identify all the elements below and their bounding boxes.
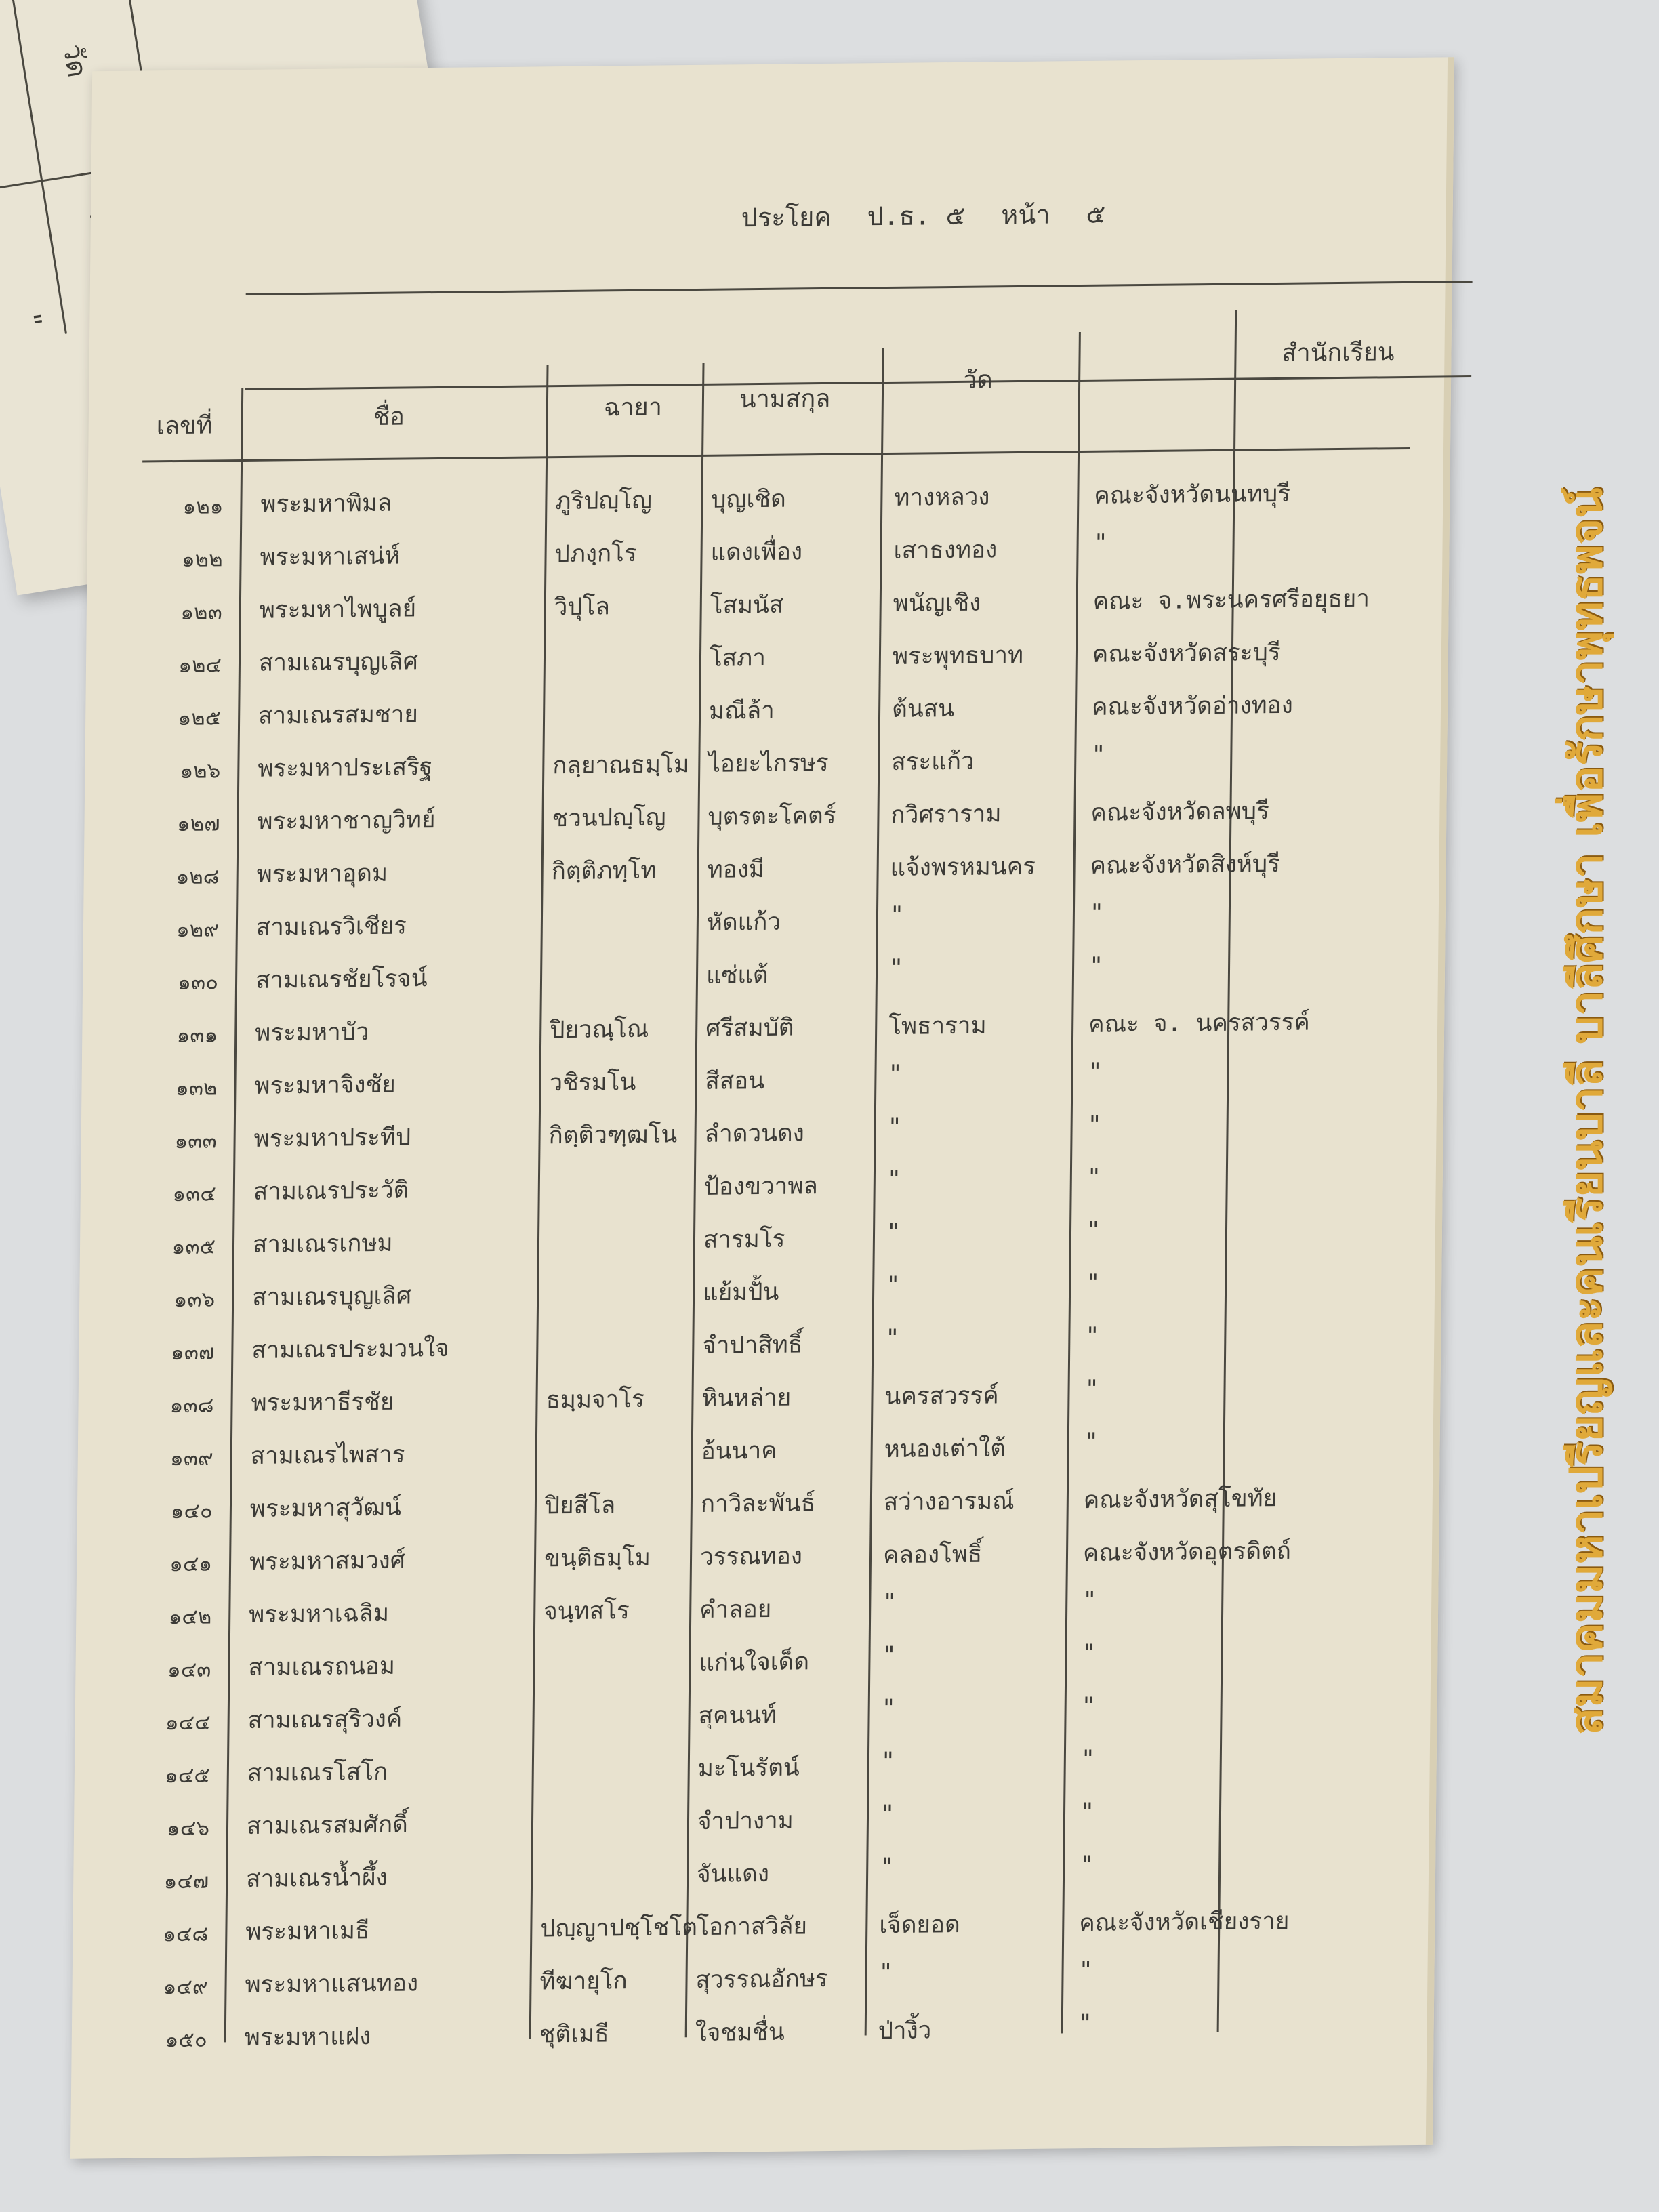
cell-surname: โสภา bbox=[709, 644, 766, 672]
cell-no: ๑๔๒ bbox=[168, 1604, 212, 1630]
cell-wat: เสาธงทอง bbox=[893, 536, 998, 565]
cell-chaya: กลฺยาณธมฺโม bbox=[552, 751, 690, 780]
cell-chaya: กิตฺติภทฺโท bbox=[551, 857, 657, 886]
cell-no: ๑๒๙ bbox=[176, 917, 220, 943]
cell-chaya: วิปุโล bbox=[554, 593, 611, 621]
cell-no: ๑๓๗ bbox=[170, 1340, 215, 1366]
cell-name: พระมหาเสน่ห์ bbox=[260, 542, 401, 571]
cell-no: ๑๔๙ bbox=[163, 1974, 208, 2000]
cell-name: พระมหาอุดม bbox=[256, 859, 388, 888]
table-row bbox=[80, 1204, 1436, 1267]
column-header-samnak: สำนักเรียน bbox=[1282, 338, 1395, 367]
cell-samnak: " bbox=[1082, 1586, 1097, 1615]
cell-name: สามเณรบุญเลิศ bbox=[258, 648, 419, 677]
cell-wat: กวิศราราม bbox=[890, 800, 1002, 829]
cell-name: พระมหาไพบูลย์ bbox=[259, 595, 417, 624]
cell-surname: สุวรรณอักษร bbox=[695, 1965, 828, 1994]
cell-wat: พนัญเชิง bbox=[893, 589, 981, 617]
cell-no: ๑๔๗ bbox=[163, 1868, 209, 1894]
cell-surname: ลำดวนดง bbox=[704, 1120, 805, 1148]
cell-chaya: ปภงฺกโร bbox=[554, 539, 637, 569]
cell-samnak: คณะจังหวัดสุโขทัย bbox=[1083, 1485, 1277, 1515]
table-row bbox=[82, 993, 1438, 1056]
cell-wat: สว่างอารมณ์ bbox=[883, 1488, 1015, 1517]
cell-samnak: คณะ จ.พระนครศรีอยุธยา bbox=[1092, 585, 1370, 615]
cell-no: ๑๓๖ bbox=[173, 1287, 216, 1313]
cell-wat: " bbox=[886, 1166, 902, 1194]
table-row bbox=[79, 1310, 1435, 1373]
cell-name: พระมหาชาญวิทย์ bbox=[257, 806, 436, 836]
table-row bbox=[74, 1786, 1430, 1849]
cell-no: ๑๓๓ bbox=[174, 1128, 217, 1154]
cell-samnak: " bbox=[1078, 2009, 1093, 2038]
document-page bbox=[70, 57, 1454, 2159]
cell-wat: " bbox=[880, 1747, 896, 1776]
cell-wat: ป่างิ้ว bbox=[878, 2017, 932, 2045]
cell-wat: " bbox=[880, 1801, 895, 1828]
table-row bbox=[85, 675, 1441, 738]
cell-name: สามเณรวิเชียร bbox=[255, 912, 407, 941]
cell-name: พระมหาเฉลิม bbox=[249, 1599, 390, 1629]
cell-wat: นครสวรรค์ bbox=[884, 1382, 999, 1411]
cell-surname: สีสอน bbox=[705, 1067, 765, 1095]
cell-name: สามเณรไพสาร bbox=[250, 1441, 405, 1470]
cell-surname: จำปางาม bbox=[697, 1807, 794, 1836]
table-row bbox=[78, 1363, 1434, 1426]
cell-chaya: ขนฺติธมฺโม bbox=[544, 1544, 651, 1573]
booklet-ditto: " bbox=[14, 310, 47, 331]
cell-name: พระมหาพิมล bbox=[260, 489, 392, 518]
cell-name: สามเณรโสโก bbox=[247, 1758, 388, 1788]
cell-samnak: " bbox=[1088, 1058, 1103, 1086]
cell-wat: เจ็ดยอด bbox=[879, 1911, 961, 1940]
cell-name: พระมหาธีรชัย bbox=[251, 1388, 394, 1417]
cell-surname: สุคนนท์ bbox=[698, 1701, 777, 1730]
cell-samnak: " bbox=[1091, 741, 1106, 769]
cell-samnak: " bbox=[1082, 1639, 1097, 1668]
cell-no: ๑๒๒ bbox=[181, 547, 223, 572]
cell-no: ๑๔๖ bbox=[166, 1816, 210, 1841]
cell-wat: " bbox=[887, 1113, 902, 1141]
cell-name: พระมหาประเสริฐ bbox=[258, 754, 433, 783]
table-row bbox=[87, 569, 1443, 632]
cell-chaya: ธมฺมจาโร bbox=[546, 1385, 645, 1414]
cell-name: สามเณรประวัติ bbox=[253, 1176, 409, 1206]
cell-samnak: " bbox=[1084, 1428, 1099, 1456]
cell-chaya: ปิยสีโล bbox=[544, 1492, 616, 1520]
cell-surname: หัดแก้ว bbox=[706, 908, 781, 937]
cell-no: ๑๒๖ bbox=[180, 758, 221, 783]
cell-no: ๑๒๔ bbox=[178, 653, 222, 678]
table-header-rule bbox=[245, 375, 1471, 390]
cell-samnak: " bbox=[1088, 952, 1104, 980]
table-row bbox=[75, 1733, 1431, 1796]
cell-no: ๑๔๔ bbox=[165, 1710, 211, 1736]
cell-surname: ศรีสมบัติ bbox=[705, 1014, 794, 1042]
header-page-label: หน้า bbox=[1001, 199, 1050, 230]
cell-surname: แซ่แต้ bbox=[705, 961, 769, 989]
cell-wat: " bbox=[888, 954, 904, 983]
cell-surname: แย้มปั้น bbox=[702, 1278, 779, 1307]
table-row bbox=[86, 622, 1442, 685]
cell-no: ๑๓๐ bbox=[178, 970, 219, 996]
cell-name: พระมหาบัว bbox=[255, 1019, 369, 1047]
header-prayok: ประโยค bbox=[741, 201, 832, 233]
cell-surname: มณีล้า bbox=[708, 697, 775, 725]
cell-surname: กาวิละพันธ์ bbox=[700, 1490, 816, 1518]
cell-samnak: " bbox=[1093, 529, 1108, 557]
cell-no: ๑๒๓ bbox=[180, 600, 222, 625]
cell-surname: หินหล่าย bbox=[701, 1384, 792, 1412]
cell-wat: คลองโพธิ์ bbox=[882, 1540, 983, 1570]
cell-no: ๑๓๒ bbox=[175, 1076, 218, 1101]
cell-samnak: " bbox=[1080, 1745, 1096, 1774]
cell-samnak: " bbox=[1080, 1798, 1095, 1826]
cell-chaya: ภูริปญฺโญ bbox=[555, 487, 653, 516]
cell-no: ๑๔๘ bbox=[163, 1921, 209, 1947]
cell-samnak: คณะจังหวัดนนทบุรี bbox=[1094, 480, 1291, 510]
cell-samnak: คณะจังหวัดสระบุรี bbox=[1092, 638, 1281, 668]
table-body-top-rule bbox=[142, 447, 1410, 463]
table-row bbox=[83, 887, 1439, 950]
cell-no: ๑๓๑ bbox=[176, 1023, 218, 1048]
table-top-rule bbox=[246, 281, 1473, 295]
cell-chaya: ปญฺญาปชฺโชโต bbox=[540, 1914, 698, 1943]
table-row bbox=[85, 728, 1441, 791]
cell-samnak: " bbox=[1089, 899, 1105, 927]
cell-wat: พระพุทธบาท bbox=[892, 641, 1024, 670]
cell-no: ๑๕๐ bbox=[165, 2027, 207, 2053]
cell-samnak: " bbox=[1085, 1269, 1101, 1298]
page-header bbox=[741, 192, 1126, 238]
cell-samnak: คณะจังหวัดลพบุรี bbox=[1090, 798, 1269, 827]
table-row bbox=[77, 1469, 1433, 1532]
cell-surname: คำลอย bbox=[699, 1595, 772, 1624]
column-header-name: ชื่อ bbox=[373, 403, 405, 431]
table-row bbox=[87, 516, 1443, 579]
cell-surname: บุตรตะโคตร์ bbox=[708, 802, 836, 831]
cell-surname: อ้นนาค bbox=[701, 1437, 777, 1465]
table-row bbox=[71, 1997, 1427, 2060]
cell-samnak: " bbox=[1086, 1216, 1101, 1245]
cell-name: สามเณรประมวนใจ bbox=[251, 1334, 449, 1364]
cell-surname: โสมนัส bbox=[710, 591, 784, 619]
column-header-chaya: ฉายา bbox=[603, 393, 663, 422]
cell-samnak: " bbox=[1080, 1851, 1094, 1879]
cell-wat: " bbox=[881, 1694, 896, 1723]
cell-samnak: คณะจังหวัดสิงห์บุรี bbox=[1090, 850, 1281, 880]
table-row bbox=[73, 1839, 1429, 1902]
cell-surname: ทองมี bbox=[707, 855, 765, 884]
watermark-text: สมาคมมหาเปรียญและคนเรียนบาลี บาลีศึกษา เพื่อรักษาพุทธพจน์ bbox=[1560, 487, 1612, 1735]
booklet-label-wat: วัด bbox=[56, 42, 93, 80]
cell-name: พระมหาสมวงศ์ bbox=[249, 1547, 406, 1576]
cell-samnak: " bbox=[1084, 1375, 1099, 1404]
cell-chaya: ทีฆายุโก bbox=[539, 1967, 628, 1996]
cell-surname: โอกาสวิลัย bbox=[696, 1912, 808, 1942]
cell-name: พระมหาแสนทอง bbox=[245, 1969, 419, 1999]
cell-no: ๑๒๕ bbox=[178, 705, 222, 731]
cell-name: พระมหาประทีป bbox=[253, 1124, 411, 1153]
cell-no: ๑๒๑ bbox=[182, 494, 224, 519]
cell-samnak: คณะจังหวัดอุตรดิตถ์ bbox=[1082, 1537, 1292, 1568]
cell-no: ๑๔๓ bbox=[167, 1657, 211, 1683]
cell-no: ๑๔๕ bbox=[165, 1763, 211, 1788]
cell-surname: จันแดง bbox=[696, 1860, 770, 1889]
header-page-number: ๕ bbox=[1086, 199, 1106, 229]
cell-name: พระมหาเมธี bbox=[245, 1917, 370, 1946]
cell-chaya: วชิรมโน bbox=[549, 1068, 636, 1097]
cell-surname: มะโนรัตน์ bbox=[697, 1754, 800, 1783]
cell-no: ๑๒๗ bbox=[176, 811, 220, 837]
cell-chaya: ชวนปญฺโญ bbox=[552, 804, 666, 833]
column-header-no: เลขที่ bbox=[156, 411, 213, 441]
column-header-wat: วัด bbox=[962, 366, 994, 394]
cell-name: สามเณรน้ำผึ้ง bbox=[245, 1864, 388, 1893]
cell-name: สามเณรสุริวงค์ bbox=[247, 1705, 403, 1735]
table-row bbox=[76, 1574, 1432, 1637]
table-row bbox=[84, 781, 1440, 844]
cell-wat: ทางหลวง bbox=[894, 483, 990, 512]
table-row bbox=[73, 1891, 1429, 1954]
cell-no: ๑๓๔ bbox=[172, 1181, 216, 1207]
cell-chaya: ชุติเมธี bbox=[539, 2020, 609, 2049]
cell-wat: แจ้งพรหมนคร bbox=[890, 853, 1036, 882]
cell-surname: วรรณทอง bbox=[699, 1542, 803, 1572]
cell-name: พระมหาจิงชัย bbox=[254, 1071, 396, 1100]
cell-surname: บุญเชิด bbox=[711, 485, 787, 514]
cell-wat: โพธาราม bbox=[888, 1012, 987, 1041]
table-row bbox=[83, 940, 1439, 1003]
cell-no: ๑๓๙ bbox=[169, 1446, 213, 1471]
cell-wat: " bbox=[889, 901, 905, 930]
table-row bbox=[81, 1151, 1437, 1214]
cell-no: ๑๒๘ bbox=[176, 864, 220, 890]
cell-samnak: " bbox=[1086, 1164, 1102, 1191]
table-row bbox=[87, 464, 1443, 527]
table-row bbox=[81, 1046, 1437, 1109]
cell-wat: " bbox=[880, 1853, 895, 1881]
cell-samnak: " bbox=[1085, 1322, 1100, 1351]
cell-wat: " bbox=[888, 1060, 903, 1088]
cell-chaya: กิตฺติวฑฺฒโน bbox=[548, 1121, 678, 1150]
column-header-surname: นามสกุล bbox=[739, 384, 831, 414]
cell-wat: " bbox=[886, 1218, 901, 1247]
table-row bbox=[72, 1944, 1428, 2007]
cell-surname: จำปาสิทธิ์ bbox=[702, 1331, 803, 1359]
table-row bbox=[77, 1416, 1433, 1479]
cell-chaya: จนฺทสโร bbox=[544, 1597, 630, 1626]
cell-samnak: คณะจังหวัดอ่างทอง bbox=[1091, 691, 1293, 721]
cell-name: พระมหาแฝง bbox=[244, 2023, 371, 2052]
cell-name: สามเณรเกษม bbox=[252, 1229, 393, 1258]
table-row bbox=[75, 1627, 1431, 1690]
header-grade: ป.ธ. ๕ bbox=[867, 200, 966, 232]
cell-name: สามเณรชัยโรจน์ bbox=[255, 965, 428, 994]
cell-wat: " bbox=[882, 1641, 897, 1670]
cell-wat: " bbox=[878, 1959, 893, 1987]
table-row bbox=[77, 1521, 1433, 1584]
cell-samnak: " bbox=[1081, 1692, 1096, 1721]
cell-wat: " bbox=[882, 1589, 897, 1617]
cell-wat: ต้นสน bbox=[891, 695, 955, 723]
cell-surname: แดงเพื่อง bbox=[710, 538, 803, 567]
cell-surname: ป้องขวาพล bbox=[703, 1172, 819, 1201]
cell-samnak: " bbox=[1087, 1111, 1102, 1139]
table-row bbox=[75, 1680, 1431, 1743]
table-row bbox=[83, 834, 1439, 897]
cell-wat: สระแก้ว bbox=[891, 747, 975, 776]
cell-name: สามเณรถนอม bbox=[248, 1652, 396, 1681]
cell-name: สามเณรสมชาย bbox=[258, 701, 419, 730]
cell-chaya: ปิยวณฺโณ bbox=[550, 1015, 649, 1044]
cell-no: ๑๔๑ bbox=[169, 1551, 213, 1577]
cell-samnak: คณะ จ. นครสวรรค์ bbox=[1088, 1008, 1310, 1038]
cell-name: พระมหาสุวัฒน์ bbox=[249, 1494, 402, 1523]
cell-surname: ใจชมชื่น bbox=[695, 2018, 785, 2047]
cell-wat: " bbox=[885, 1324, 900, 1353]
cell-no: ๑๔๐ bbox=[170, 1498, 213, 1524]
cell-name: สามเณรสมศักดิ์ bbox=[246, 1811, 409, 1841]
cell-no: ๑๓๘ bbox=[169, 1393, 214, 1418]
cell-name: สามเณรบุญเลิศ bbox=[251, 1282, 412, 1311]
cell-surname: ไอยะไกรษร bbox=[708, 749, 829, 778]
table-row bbox=[81, 1099, 1437, 1162]
cell-surname: สารมโร bbox=[703, 1225, 785, 1254]
cell-no: ๑๓๕ bbox=[171, 1234, 216, 1260]
cell-wat: " bbox=[886, 1271, 901, 1300]
cell-samnak: " bbox=[1078, 1957, 1093, 1985]
cell-samnak: คณะจังหวัดเชียงราย bbox=[1079, 1907, 1290, 1938]
cell-wat: หนองเต่าใต้ bbox=[884, 1435, 1006, 1464]
table-row bbox=[79, 1257, 1435, 1320]
cell-surname: แก่นใจเด็ด bbox=[699, 1648, 810, 1677]
